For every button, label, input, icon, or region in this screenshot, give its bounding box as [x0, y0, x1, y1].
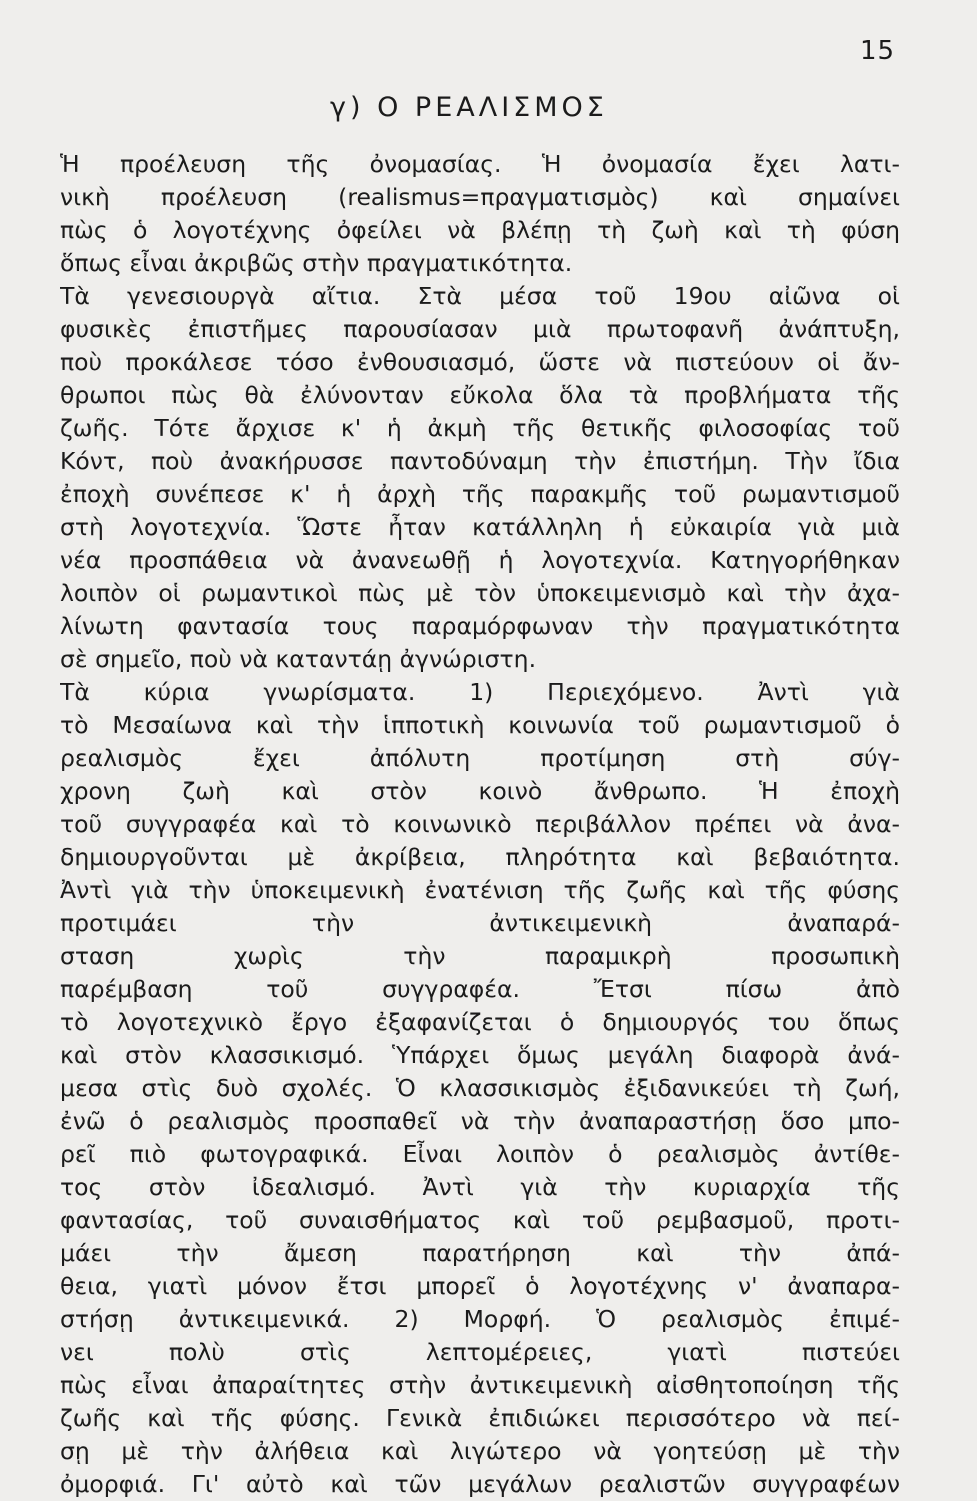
page-number: 15: [860, 36, 896, 66]
text-line: φαντασίας, τοῦ συναισθήματος καὶ τοῦ ρεμβασμοῦ, προτι-: [60, 1206, 900, 1234]
section-title: γ) Ο ΡΕΑΛΙΣΜΟΣ: [330, 92, 608, 123]
text-line: Ἡ προέλευση τῆς ὀνομασίας. Ἡ ὀνομασία ἔχει λατι-: [60, 150, 900, 178]
text-line: θρωποι πὼς θὰ ἐλύνονταν εὔκολα ὅλα τὰ προβλήματα τῆς: [60, 381, 900, 409]
text-line: δημιουργοῦνται μὲ ἀκρίβεια, πληρότητα καὶ βεβαιότητα.: [60, 843, 900, 871]
text-line: στήσῃ ἀντικειμενικά. 2) Μορφή. Ὁ ρεαλισμὸς ἐπιμέ-: [60, 1305, 900, 1333]
text-line: πὼς ὁ λογοτέχνης ὀφείλει νὰ βλέπῃ τὴ ζωὴ καὶ τὴ φύση: [60, 216, 900, 244]
text-line: ζωῆς. Τότε ἄρχισε κ' ἡ ἀκμὴ τῆς θετικῆς φιλοσοφίας τοῦ: [60, 414, 900, 442]
body-text: [60, 148, 900, 1501]
text-line: τὸ λογοτεχνικὸ ἔργο ἐξαφανίζεται ὁ δημιουργός του ὅπως: [60, 1008, 900, 1036]
text-line: προτιμάει τὴν ἀντικειμενικὴ ἀναπαρά-: [60, 909, 900, 937]
text-line: πὼς εἶναι ἀπαραίτητες στὴν ἀντικειμενικὴ αἰσθητοποίηση τῆς: [60, 1371, 900, 1399]
text-line: χρονη ζωὴ καὶ στὸν κοινὸ ἄνθρωπο. Ἡ ἐποχὴ: [60, 777, 900, 805]
text-line: Κόντ, ποὺ ἀνακήρυσσε παντοδύναμη τὴν ἐπιστήμη. Τὴν ἴδια: [60, 447, 900, 475]
text-line: ρεῖ πιὸ φωτογραφικά. Εἶναι λοιπὸν ὁ ρεαλισμὸς ἀντίθε-: [60, 1140, 900, 1168]
text-line: λοιπὸν οἱ ρωμαντικοὶ πὼς μὲ τὸν ὑποκειμενισμὸ καὶ τὴν ἀχα-: [60, 579, 900, 607]
text-line: θεια, γιατὶ μόνον ἔτσι μπορεῖ ὁ λογοτέχνης ν' ἀναπαρα-: [60, 1272, 900, 1300]
text-line: σῃ μὲ τὴν ἀλήθεια καὶ λιγώτερο νὰ γοητεύσῃ μὲ τὴν: [60, 1437, 900, 1465]
text-line: ἐποχὴ συνέπεσε κ' ἡ ἀρχὴ τῆς παρακμῆς τοῦ ρωμαντισμοῦ: [60, 480, 900, 508]
text-line: Ἀντὶ γιὰ τὴν ὑποκειμενικὴ ἐνατένιση τῆς ζωῆς καὶ τῆς φύσης: [60, 876, 900, 904]
text-line: φυσικὲς ἐπιστῆμες παρουσίασαν μιὰ πρωτοφανῆ ἀνάπτυξη,: [60, 315, 900, 343]
text-line: ποὺ προκάλεσε τόσο ἐνθουσιασμό, ὥστε νὰ πιστεύουν οἱ ἄν-: [60, 348, 900, 376]
text-line: σὲ σημεῖο, ποὺ νὰ καταντάῃ ἀγνώριστη.: [60, 645, 537, 673]
text-line: καὶ στὸν κλασσικισμό. Ὑπάρχει ὅμως μεγάλη διαφορὰ ἀνά-: [60, 1041, 900, 1069]
text-line: τοῦ συγγραφέα καὶ τὸ κοινωνικὸ περιβάλλον πρέπει νὰ ἀνα-: [60, 810, 900, 838]
text-line: ρεαλισμὸς ἔχει ἀπόλυτη προτίμηση στὴ σύγ-: [60, 744, 900, 772]
text-line: νει πολὺ στὶς λεπτομέρειες, γιατὶ πιστεύει: [60, 1338, 900, 1366]
text-line: στὴ λογοτεχνία. Ὥστε ἦταν κατάλληλη ἡ εὐκαιρία γιὰ μιὰ: [60, 513, 900, 541]
text-line: νέα προσπάθεια νὰ ἀνανεωθῇ ἡ λογοτεχνία. Κατηγορήθηκαν: [60, 546, 900, 574]
text-line: ζωῆς καὶ τῆς φύσης. Γενικὰ ἐπιδιώκει περισσότερο νὰ πεί-: [60, 1404, 900, 1432]
text-line: ὅπως εἶναι ἀκριβῶς στὴν πραγματικότητα.: [60, 249, 573, 277]
text-line: νικὴ προέλευση (realismus=πραγματισμὸς) καὶ σημαίνει: [60, 183, 900, 211]
text-line: ἐνῶ ὁ ρεαλισμὸς προσπαθεῖ νὰ τὴν ἀναπαραστήσῃ ὅσο μπο-: [60, 1107, 900, 1135]
text-line: μεσα στὶς δυὸ σχολές. Ὁ κλασσικισμὸς ἐξιδανικεύει τὴ ζωή,: [60, 1074, 900, 1102]
text-line: Τὰ κύρια γνωρίσματα. 1) Περιεχόμενο. Ἀντὶ γιὰ: [60, 678, 900, 706]
text-line: μάει τὴν ἄμεση παρατήρηση καὶ τὴν ἀπά-: [60, 1239, 900, 1267]
text-line: τος στὸν ἰδεαλισμό. Ἀντὶ γιὰ τὴν κυριαρχία τῆς: [60, 1173, 900, 1201]
text-line: Τὰ γενεσιουργὰ αἴτια. Στὰ μέσα τοῦ 19ου αἰῶνα οἱ: [60, 282, 900, 310]
text-line: σταση χωρὶς τὴν παραμικρὴ προσωπικὴ: [60, 942, 900, 970]
text-line: παρέμβαση τοῦ συγγραφέα. Ἔτσι πίσω ἀπὸ: [60, 975, 900, 1003]
text-line: λίνωτη φαντασία τους παραμόρφωναν τὴν πραγματικότητα: [60, 612, 900, 640]
text-line: ὀμορφιά. Γι' αὐτὸ καὶ τῶν μεγάλων ρεαλιστῶν συγγραφέων: [60, 1470, 900, 1498]
text-line: τὸ Μεσαίωνα καὶ τὴν ἱπποτικὴ κοινωνία τοῦ ρωμαντισμοῦ ὁ: [60, 711, 900, 739]
